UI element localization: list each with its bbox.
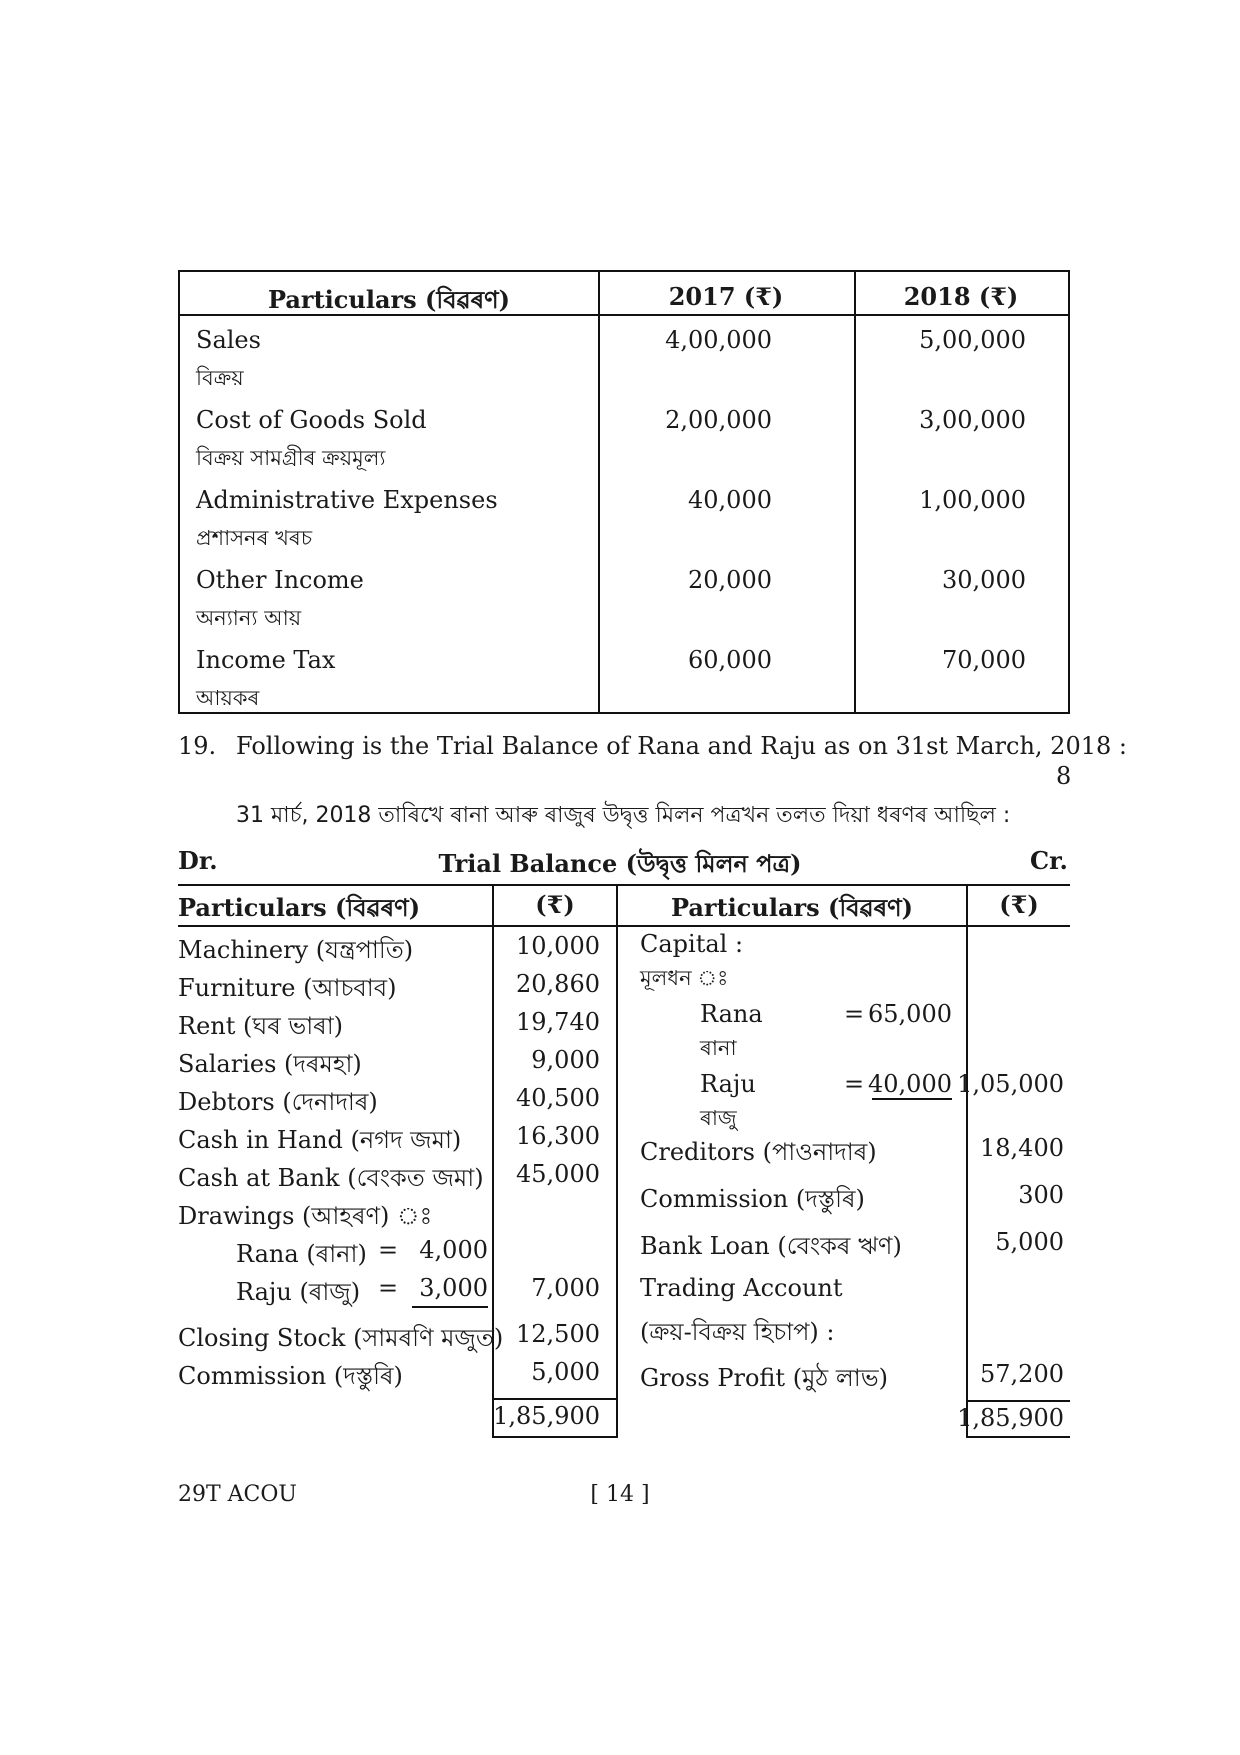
question-text-bn: 31 মার্চ, 2018 তাৰিখে ৰানা আৰু ৰাজুৰ উদ্বৃত্ত মিলন পত্ৰখন তলত দিয়া ধৰণৰ আছিল : bbox=[236, 803, 1011, 828]
row-label-bn: আয়কৰ bbox=[196, 686, 260, 710]
value-2017: 40,000 bbox=[688, 486, 772, 514]
value-2017: 4,00,000 bbox=[665, 326, 772, 354]
credit-total-bottom-rule bbox=[966, 1436, 1070, 1438]
credit-item: Bank Loan (বেংকৰ ঋণ) bbox=[640, 1232, 902, 1260]
credit-amount: 18,400 bbox=[980, 1134, 1064, 1162]
debit-amount: 10,000 bbox=[516, 932, 600, 960]
debit-item: Furniture (আচবাব) bbox=[178, 974, 397, 1002]
row-label: Sales bbox=[196, 326, 261, 354]
trading-account-label-bn: (ক্ৰয়-বিক্ৰয় হিচাপ) : bbox=[640, 1318, 835, 1346]
debit-amount: 12,500 bbox=[516, 1320, 600, 1348]
debit-total-bottom-rule bbox=[492, 1436, 616, 1438]
value-2017: 60,000 bbox=[688, 646, 772, 674]
debit-amount: 45,000 bbox=[516, 1160, 600, 1188]
debit-item: Debtors (দেনাদাৰ) bbox=[178, 1088, 378, 1116]
debit-item: Rent (ঘৰ ভাৰা) bbox=[178, 1012, 344, 1040]
debit-item: Machinery (যন্ত্ৰপাতি) bbox=[178, 936, 414, 964]
debit-amount: 5,000 bbox=[531, 1358, 600, 1386]
page-number: [ 14 ] bbox=[590, 1482, 650, 1507]
debit-amount: 19,740 bbox=[516, 1008, 600, 1036]
capital-raju-eq: = bbox=[844, 1070, 865, 1098]
drawings-rana-eq: = bbox=[378, 1236, 399, 1264]
row-label: Administrative Expenses bbox=[196, 486, 498, 514]
drawings-rana-amount: 4,000 bbox=[419, 1236, 488, 1264]
capital-raju-label: Raju bbox=[700, 1070, 756, 1098]
dr-label: Dr. bbox=[178, 846, 218, 875]
capital-rana-label-bn: ৰানা bbox=[700, 1036, 737, 1060]
capital-rana-label: Rana bbox=[700, 1000, 763, 1028]
drawings-label: Drawings (আহৰণ) ঃ bbox=[178, 1202, 433, 1230]
comparative-table bbox=[178, 270, 1070, 714]
question-number: 19. bbox=[178, 732, 217, 760]
capital-underline bbox=[872, 1098, 952, 1100]
row-label-bn: বিক্ৰয় সামগ্ৰীৰ ক্ৰয়মূল্য bbox=[196, 446, 386, 470]
header-particulars-credit: Particulars (বিৱৰণ) bbox=[670, 893, 914, 922]
credit-item: Creditors (পাওনাদাৰ) bbox=[640, 1138, 877, 1166]
question-text: Following is the Trial Balance of Rana and Raju as on 31st March, 2018 : bbox=[236, 732, 1127, 760]
header-2018: 2018 (₹) bbox=[903, 282, 1019, 311]
header-amount-debit: (₹) bbox=[535, 890, 575, 919]
drawings-total: 7,000 bbox=[531, 1274, 600, 1302]
debit-total: 1,85,900 bbox=[493, 1402, 600, 1430]
cr-label: Cr. bbox=[1030, 846, 1068, 875]
drawings-rana-label: Rana (ৰানা) bbox=[236, 1240, 367, 1268]
gross-profit-label: Gross Profit (মুঠ লাভ) bbox=[640, 1364, 888, 1392]
capital-raju-amount: 40,000 bbox=[868, 1070, 952, 1098]
debit-item: Salaries (দৰমহা) bbox=[178, 1050, 362, 1078]
trading-account-label: Trading Account bbox=[640, 1274, 843, 1302]
question-marks: 8 bbox=[1056, 762, 1072, 790]
col-divider bbox=[598, 272, 600, 712]
capital-rana-amount: 65,000 bbox=[868, 1000, 952, 1028]
drawings-raju-amount: 3,000 bbox=[419, 1274, 488, 1302]
debit-item: Cash in Hand (নগদ জমা) bbox=[178, 1126, 462, 1154]
value-2018: 5,00,000 bbox=[919, 326, 1026, 354]
value-2017: 20,000 bbox=[688, 566, 772, 594]
debit-item: Commission (দস্তুৰি) bbox=[178, 1362, 403, 1390]
col-divider bbox=[616, 884, 618, 1438]
debit-amount: 16,300 bbox=[516, 1122, 600, 1150]
value-2018: 1,00,000 bbox=[919, 486, 1026, 514]
capital-label: Capital : bbox=[640, 930, 744, 958]
header-particulars: Particulars (বিৱৰণ) bbox=[267, 285, 511, 314]
row-label-bn: প্ৰশাসনৰ খৰচ bbox=[196, 526, 313, 550]
credit-item: Commission (দস্তুৰি) bbox=[640, 1185, 865, 1213]
value-2018: 30,000 bbox=[942, 566, 1026, 594]
capital-raju-label-bn: ৰাজু bbox=[700, 1106, 737, 1130]
credit-total: 1,85,900 bbox=[957, 1404, 1064, 1432]
header-2017: 2017 (₹) bbox=[668, 282, 784, 311]
debit-amount: 9,000 bbox=[531, 1046, 600, 1074]
row-label-bn: বিক্ৰয় bbox=[196, 366, 244, 390]
col-divider bbox=[854, 272, 856, 712]
row-label: Other Income bbox=[196, 566, 364, 594]
drawings-underline bbox=[412, 1306, 488, 1308]
header-particulars-debit: Particulars (বিৱৰণ) bbox=[178, 893, 421, 922]
row-label: Cost of Goods Sold bbox=[196, 406, 427, 434]
credit-amount: 5,000 bbox=[995, 1228, 1064, 1256]
debit-item: Closing Stock (সামৰণি মজুত) bbox=[178, 1324, 504, 1352]
gross-profit-amount: 57,200 bbox=[980, 1360, 1064, 1388]
debit-total-top-rule bbox=[492, 1398, 616, 1400]
row-label: Income Tax bbox=[196, 646, 336, 674]
value-2017: 2,00,000 bbox=[665, 406, 772, 434]
capital-label-bn: মূলধন ঃ bbox=[640, 966, 729, 990]
debit-item: Cash at Bank (বেংকত জমা) bbox=[178, 1164, 484, 1192]
debit-amount: 40,500 bbox=[516, 1084, 600, 1112]
credit-total-top-rule bbox=[966, 1400, 1070, 1402]
top-rule bbox=[178, 884, 1070, 886]
value-2018: 3,00,000 bbox=[919, 406, 1026, 434]
credit-amount: 300 bbox=[1018, 1181, 1064, 1209]
drawings-raju-label: Raju (ৰাজু) bbox=[236, 1278, 361, 1306]
trial-balance-title: Trial Balance (উদ্বৃত্ত মিলন পত্ৰ) bbox=[438, 849, 802, 878]
row-label-bn: অন্যান্য আয় bbox=[196, 606, 302, 630]
capital-rana-eq: = bbox=[844, 1000, 865, 1028]
paper-code: 29T ACOU bbox=[178, 1482, 297, 1507]
col-divider bbox=[966, 884, 968, 1436]
debit-amount: 20,860 bbox=[516, 970, 600, 998]
value-2018: 70,000 bbox=[942, 646, 1026, 674]
drawings-raju-eq: = bbox=[378, 1274, 399, 1302]
header-amount-credit: (₹) bbox=[999, 890, 1039, 919]
capital-total: 1,05,000 bbox=[957, 1070, 1064, 1098]
